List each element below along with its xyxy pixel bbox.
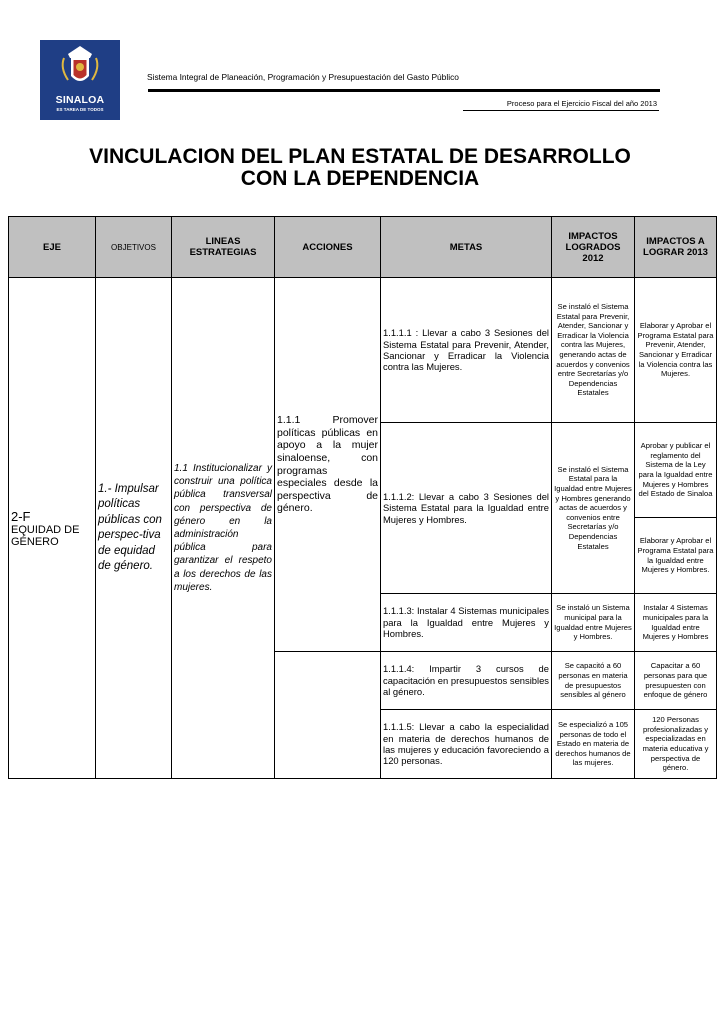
logrado-4: Se capacitó a 60 personas en materia de presupuestos sensibles al género — [552, 652, 635, 710]
eje-cell — [9, 278, 96, 779]
header-impactos-lograr: IMPACTOS A LOGRAR 2013 — [635, 217, 717, 278]
logrado-1: Se instaló el Sistema Estatal para Prevenir, Atender, Sancionar y Erradicar la Violencia contra las Mujeres, generando actas de acuerdos y convenios entre Secretarías y/o Dependencias Estatales — [552, 278, 635, 423]
a-lograr-4: Instalar 4 Sistemas municipales para la Igualdad entre Mujeres y Hombres — [635, 594, 717, 652]
eje-code: 2-F — [11, 508, 31, 524]
accion-empty-cell — [275, 652, 381, 779]
page-title-line-1: VINCULACION DEL PLAN ESTATAL DE DESARROLLO — [89, 145, 631, 168]
header-eje: EJE — [9, 217, 96, 278]
logo-tagline: ES TAREA DE TODOS — [56, 107, 104, 112]
header-impactos-logrados: IMPACTOS LOGRADOS 2012 — [552, 217, 635, 278]
linea-cell: 1.1 Institucionalizar y construir una política pública transversal con perspectiva de género en la administración pública para garantizar el respeto a los derechos de las mujeres. — [172, 278, 275, 779]
header-lineas: LINEAS ESTRATEGIAS — [172, 217, 275, 278]
plan-table — [8, 216, 717, 779]
meta-4: 1.1.1.4: Impartir 3 cursos de capacitación en presupuestos sensibles al género. — [381, 652, 552, 710]
a-lograr-1: Elaborar y Aprobar el Programa Estatal para Prevenir, Atender, Sancionar y Erradicar la Violencia contra las Mujeres. — [635, 278, 717, 423]
meta-2: 1.1.1.2: Llevar a cabo 3 Sesiones del Sistema Estatal para la Igualdad entre Mujeres y Hombres. — [381, 423, 552, 594]
meta-3: 1.1.1.3: Instalar 4 Sistemas municipales para la Igualdad entre Mujeres y Hombres. — [381, 594, 552, 652]
header-rule — [148, 89, 660, 92]
process-underline — [463, 110, 659, 111]
process-text: Proceso para el Ejercicio Fiscal del año 2013 — [506, 99, 657, 108]
a-lograr-3: Elaborar y Aprobar el Programa Estatal para la Igualdad entre Mujeres y Hombres. — [635, 518, 717, 594]
eje-name: EQUIDAD DE GÉNERO — [11, 523, 80, 548]
header-metas: METAS — [381, 217, 552, 278]
meta-5: 1.1.1.5: Llevar a cabo la especialidad en materia de derechos humanos de las mujeres y educación favoreciendo a 120 personas. — [381, 710, 552, 779]
sinaloa-logo — [40, 40, 120, 120]
a-lograr-6: 120 Personas profesionalizadas y especializadas en materia educativa y perspectiva de género. — [635, 710, 717, 779]
table-header-row — [9, 217, 717, 278]
objetivo-cell: 1.- Impulsar políticas públicas con perspec-tiva de equidad de género. — [96, 278, 172, 779]
page-title — [0, 146, 720, 190]
table-row — [9, 278, 717, 423]
accion-cell: 1.1.1 Promover políticas públicas en apoyo a la mujer sinaloense, con programas especiales desde la perspectiva de género. — [275, 278, 381, 652]
system-title: Sistema Integral de Planeación, Programación y Presupuestación del Gasto Público — [147, 72, 459, 82]
meta-1: 1.1.1.1 : Llevar a cabo 3 Sesiones del Sistema Estatal para Prevenir, Atender, Sancionar y Erradicar la Violencia contra las Mujeres. — [381, 278, 552, 423]
header-acciones: ACCIONES — [275, 217, 381, 278]
header-objetivos: OBJETIVOS — [96, 217, 172, 278]
logrado-2: Se instaló el Sistema Estatal para la Igualdad entre Mujeres y Hombres generando actas de acuerdos y convenios entre Secretarías y/o Dependencias Estatales — [552, 423, 635, 594]
coat-of-arms-icon — [40, 40, 120, 96]
a-lograr-2: Aprobar y publicar el reglamento del Sistema de la Ley para la Igualdad entre Mujeres y Hombres del Estado de Sinaloa — [635, 423, 717, 518]
logrado-3: Se instaló un Sistema municipal para la Igualdad entre Mujeres y Hombres. — [552, 594, 635, 652]
page-title-line-2: CON LA DEPENDENCIA — [240, 167, 480, 190]
logo-name: SINALOA — [55, 94, 105, 106]
a-lograr-5: Capacitar a 60 personas para que presupuesten con enfoque de género — [635, 652, 717, 710]
logrado-5: Se especializó a 105 personas de todo el Estado en materia de derechos humanos de las mujeres. — [552, 710, 635, 779]
